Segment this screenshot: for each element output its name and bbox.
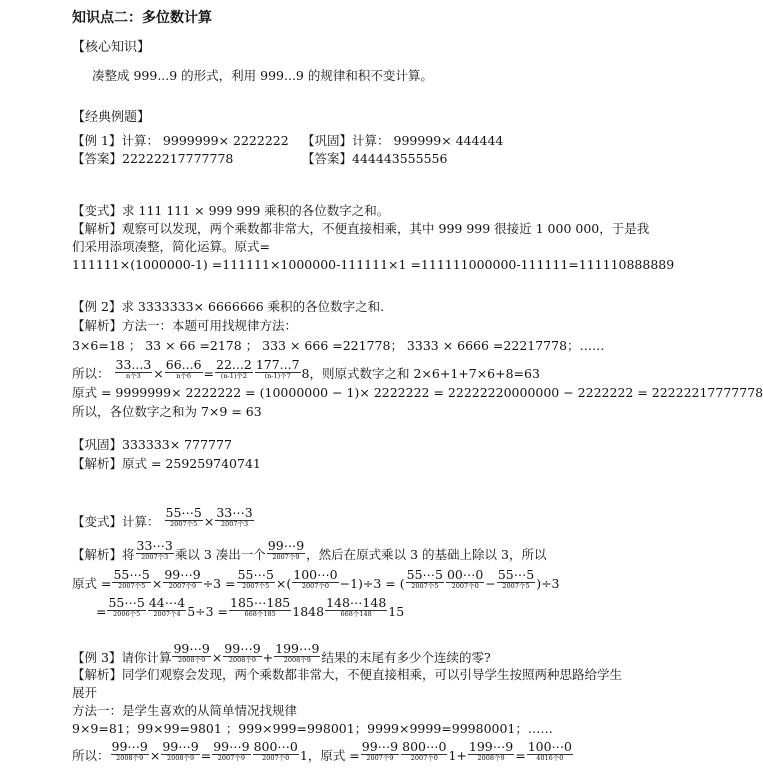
variant-2-equation-2	[96, 595, 404, 620]
overbrace-group: 55⋯5 2007个5	[497, 567, 535, 590]
overbrace-group: 800⋯0 2007个0	[402, 739, 447, 762]
example-3-text: 请你计算	[121, 650, 172, 665]
eq-op: ×(	[275, 576, 292, 591]
variant-1-tag: 【变式】	[72, 203, 123, 218]
variant-1-text: 求 111 111 × 999 999 乘积的各位数字之和。	[122, 203, 390, 218]
consolidate-1-answer-value: 444443555556	[352, 151, 448, 166]
consolidate-2-text: 333333× 777777	[122, 437, 232, 452]
example-2-text: 求 3333333× 6666666 乘积的各位数字之和.	[121, 299, 385, 314]
overbrace-group: 99⋯9 2007个9	[267, 538, 305, 561]
consolidate-2-analysis	[72, 456, 261, 472]
eq-op: ÷3 =	[202, 576, 236, 591]
overbrace-group: 33...3 n个3	[115, 357, 152, 380]
variant-1-analysis-line-3: 111111×(1000000-1) =111111×1000000-111111×1 =111111000000-111111=111110888889	[72, 257, 675, 272]
example-3-pattern: 9×9=81；99×99=9801 ；999×999=998001；9999×9999=99980001；……	[72, 721, 553, 736]
example-3-analysis-line-1	[72, 667, 622, 683]
overbrace-group: 148⋯148 668个148	[326, 595, 387, 618]
variant-1-analysis-text-1: 观察可以发现，两个乘数都非常大，不便直接相乘，其中 999 999 很接近 1 000 000，于是我	[122, 221, 650, 236]
example-1-answer-tag: 【答案】	[72, 151, 123, 166]
variant-2-equation-1	[72, 567, 560, 592]
overbrace-group: 55⋯5 2007个5	[165, 505, 202, 528]
variant-1-analysis-line-1	[72, 221, 649, 237]
example-3	[72, 641, 491, 666]
variant-2-analysis-tag: 【解析】	[72, 547, 123, 562]
example-3-analysis-line-2: 展开	[72, 685, 98, 700]
eq-op: =	[515, 748, 526, 763]
analysis-text: 乘以 3 凑出一个	[174, 547, 266, 562]
eq-label: 原式	[72, 576, 98, 591]
consolidate-1-text: 计算： 999999× 444444	[352, 133, 504, 148]
core-section-title: 【核心知识】	[72, 40, 151, 55]
variant-2: 【变式】计算： 55⋯5 2007个5 × 33⋯3 2007个3	[72, 505, 253, 529]
consolidate-1-answer-tag: 【答案】	[302, 151, 353, 166]
core-text: 凑整成 999...9 的形式，利用 999...9 的规律和积不变计算。	[92, 68, 433, 83]
example-2-tag: 【例 2】	[72, 299, 122, 314]
so-label: 所以：	[72, 748, 110, 763]
overbrace-group: 199⋯9 2008个9	[468, 739, 514, 762]
example-2-sum: 所以，各位数字之和为 7×9 = 63	[72, 404, 262, 419]
consolidate-2	[72, 437, 232, 453]
so-label: 所以：	[72, 366, 110, 381]
variant-1	[72, 203, 389, 219]
eq-op: −	[485, 576, 496, 591]
example-2-analysis-text-1: 方法一：本题可用找规律方法：	[122, 318, 298, 333]
so-tail: ，则原式数字之和 2×6+1+7×6+8=63	[309, 366, 540, 381]
consolidate-2-analysis-text: 原式 = 259259740741	[122, 456, 261, 471]
overbrace-group: 55⋯5 2007个5	[113, 567, 150, 590]
eq-op: =	[101, 576, 112, 591]
example-3-analysis-tag: 【解析】	[72, 667, 123, 682]
eq-op: ×	[151, 576, 163, 591]
variant-2-text: 计算：	[122, 514, 160, 529]
example-3-text: 结果的末尾有多少个连续的零?	[321, 650, 491, 665]
example-2-so-line: 所以： 33...3 n个3 × 66...6 n个6 = 22...2 (n-1)个2 177...7 (n-1)个7 8，则原式数字之和 2×6+1+7×6+8=63	[72, 357, 540, 381]
example-3-so-line	[72, 739, 574, 764]
variant-2-analysis	[72, 538, 546, 563]
eq-op: 1	[299, 748, 308, 763]
example-3-method-1: 方法一：是学生喜欢的从简单情况找规律	[72, 703, 298, 718]
example-1	[72, 133, 289, 149]
eq-op: =	[96, 604, 107, 619]
overbrace-group: 00⋯0 2007个0	[446, 567, 484, 590]
overbrace-group: 66...6 n个6	[165, 357, 202, 380]
overbrace-group: 99⋯9 2007个9	[361, 739, 399, 762]
example-2-original: 原式 = 9999999× 2222222 = (10000000 − 1)× 2222222 = 22222220000000 − 2222222 = 22222217777778	[72, 385, 763, 400]
overbrace-group: 33⋯3 2007个3	[136, 538, 173, 561]
overbrace-group: 185⋯185 668个185	[230, 595, 291, 618]
overbrace-group: 99⋯9 2008个9	[111, 739, 148, 762]
example-1-text: 计算： 9999999× 2222222	[121, 133, 289, 148]
eq-op: 1848	[292, 604, 325, 619]
analysis-text: 将	[122, 547, 135, 562]
analysis-text: ，然后在原式乘以 3 的基础上除以 3，所以	[306, 547, 547, 562]
eq-op: =	[200, 748, 212, 763]
example-2-analysis-line-1	[72, 318, 297, 334]
eq-op: +	[262, 650, 274, 665]
consolidate-1	[302, 133, 503, 149]
overbrace-group: 100⋯0 2007个0	[293, 567, 338, 590]
overbrace-group: 800⋯0 2007个0	[253, 739, 298, 762]
example-3-analysis-text-1: 同学们观察会发现，两个乘数都非常大，不便直接相乘，可以引导学生按照两种思路给学生	[122, 667, 623, 682]
examples-section-title: 【经典例题】	[72, 110, 151, 125]
eq-op: −1)÷3 = (	[339, 576, 405, 591]
overbrace-group: 44⋯4 2007个4	[148, 595, 186, 618]
overbrace-group: 99⋯9 2008个9	[224, 641, 261, 664]
overbrace-group: 22...2 (n-1)个2	[216, 357, 252, 380]
overbrace-group: 55⋯5 2007个5	[406, 567, 443, 590]
example-1-tag: 【例 1】	[72, 133, 122, 148]
overbrace-group: 100⋯0 4016个0	[527, 739, 572, 762]
overbrace-group: 99⋯9 2008个9	[162, 739, 199, 762]
example-1-answer-value: 22222217777778	[122, 151, 234, 166]
eq-op: ×	[211, 650, 223, 665]
overbrace-group: 99⋯9 2007个9	[164, 567, 201, 590]
consolidate-1-tag: 【巩固】	[302, 133, 353, 148]
example-1-answer	[72, 151, 233, 167]
so-r3: 8	[301, 366, 310, 381]
example-2-analysis-tag: 【解析】	[72, 318, 123, 333]
eq-op: 1+	[448, 748, 467, 763]
overbrace-group: 55⋯5 2006个5	[108, 595, 145, 618]
variant-2-tag: 【变式】	[72, 514, 123, 529]
consolidate-2-tag: 【巩固】	[72, 437, 123, 452]
example-2	[72, 299, 384, 315]
overbrace-group: 33⋯3 2007个3	[216, 505, 253, 528]
eq-op: ×	[149, 748, 161, 763]
variant-1-analysis-tag: 【解析】	[72, 221, 123, 236]
overbrace-group: 99⋯9 2007个9	[213, 739, 250, 762]
eq-op: )÷3	[536, 576, 560, 591]
example-2-pattern: 3×6=18 ； 33 × 66 =2178 ； 333 × 666 =221778； 3333 × 6666 =22217778；……	[72, 338, 605, 353]
overbrace-group: 177...7 (n-1)个7	[255, 357, 300, 380]
eq-op: ，原式 =	[307, 748, 360, 763]
variant-1-analysis-line-2: 们采用添项凑整，简化运算。原式=	[72, 239, 270, 254]
eq-op: 15	[388, 604, 405, 619]
consolidate-1-answer	[302, 151, 447, 167]
example-3-tag: 【例 3】	[72, 650, 122, 665]
overbrace-group: 199⋯9 2008个9	[275, 641, 320, 664]
overbrace-group: 99⋯9 2008个9	[173, 641, 210, 664]
page-heading: 知识点二：多位数计算	[72, 10, 212, 26]
eq-op: 5÷3 =	[187, 604, 229, 619]
consolidate-2-analysis-tag: 【解析】	[72, 456, 123, 471]
overbrace-group: 55⋯5 2007个5	[237, 567, 274, 590]
